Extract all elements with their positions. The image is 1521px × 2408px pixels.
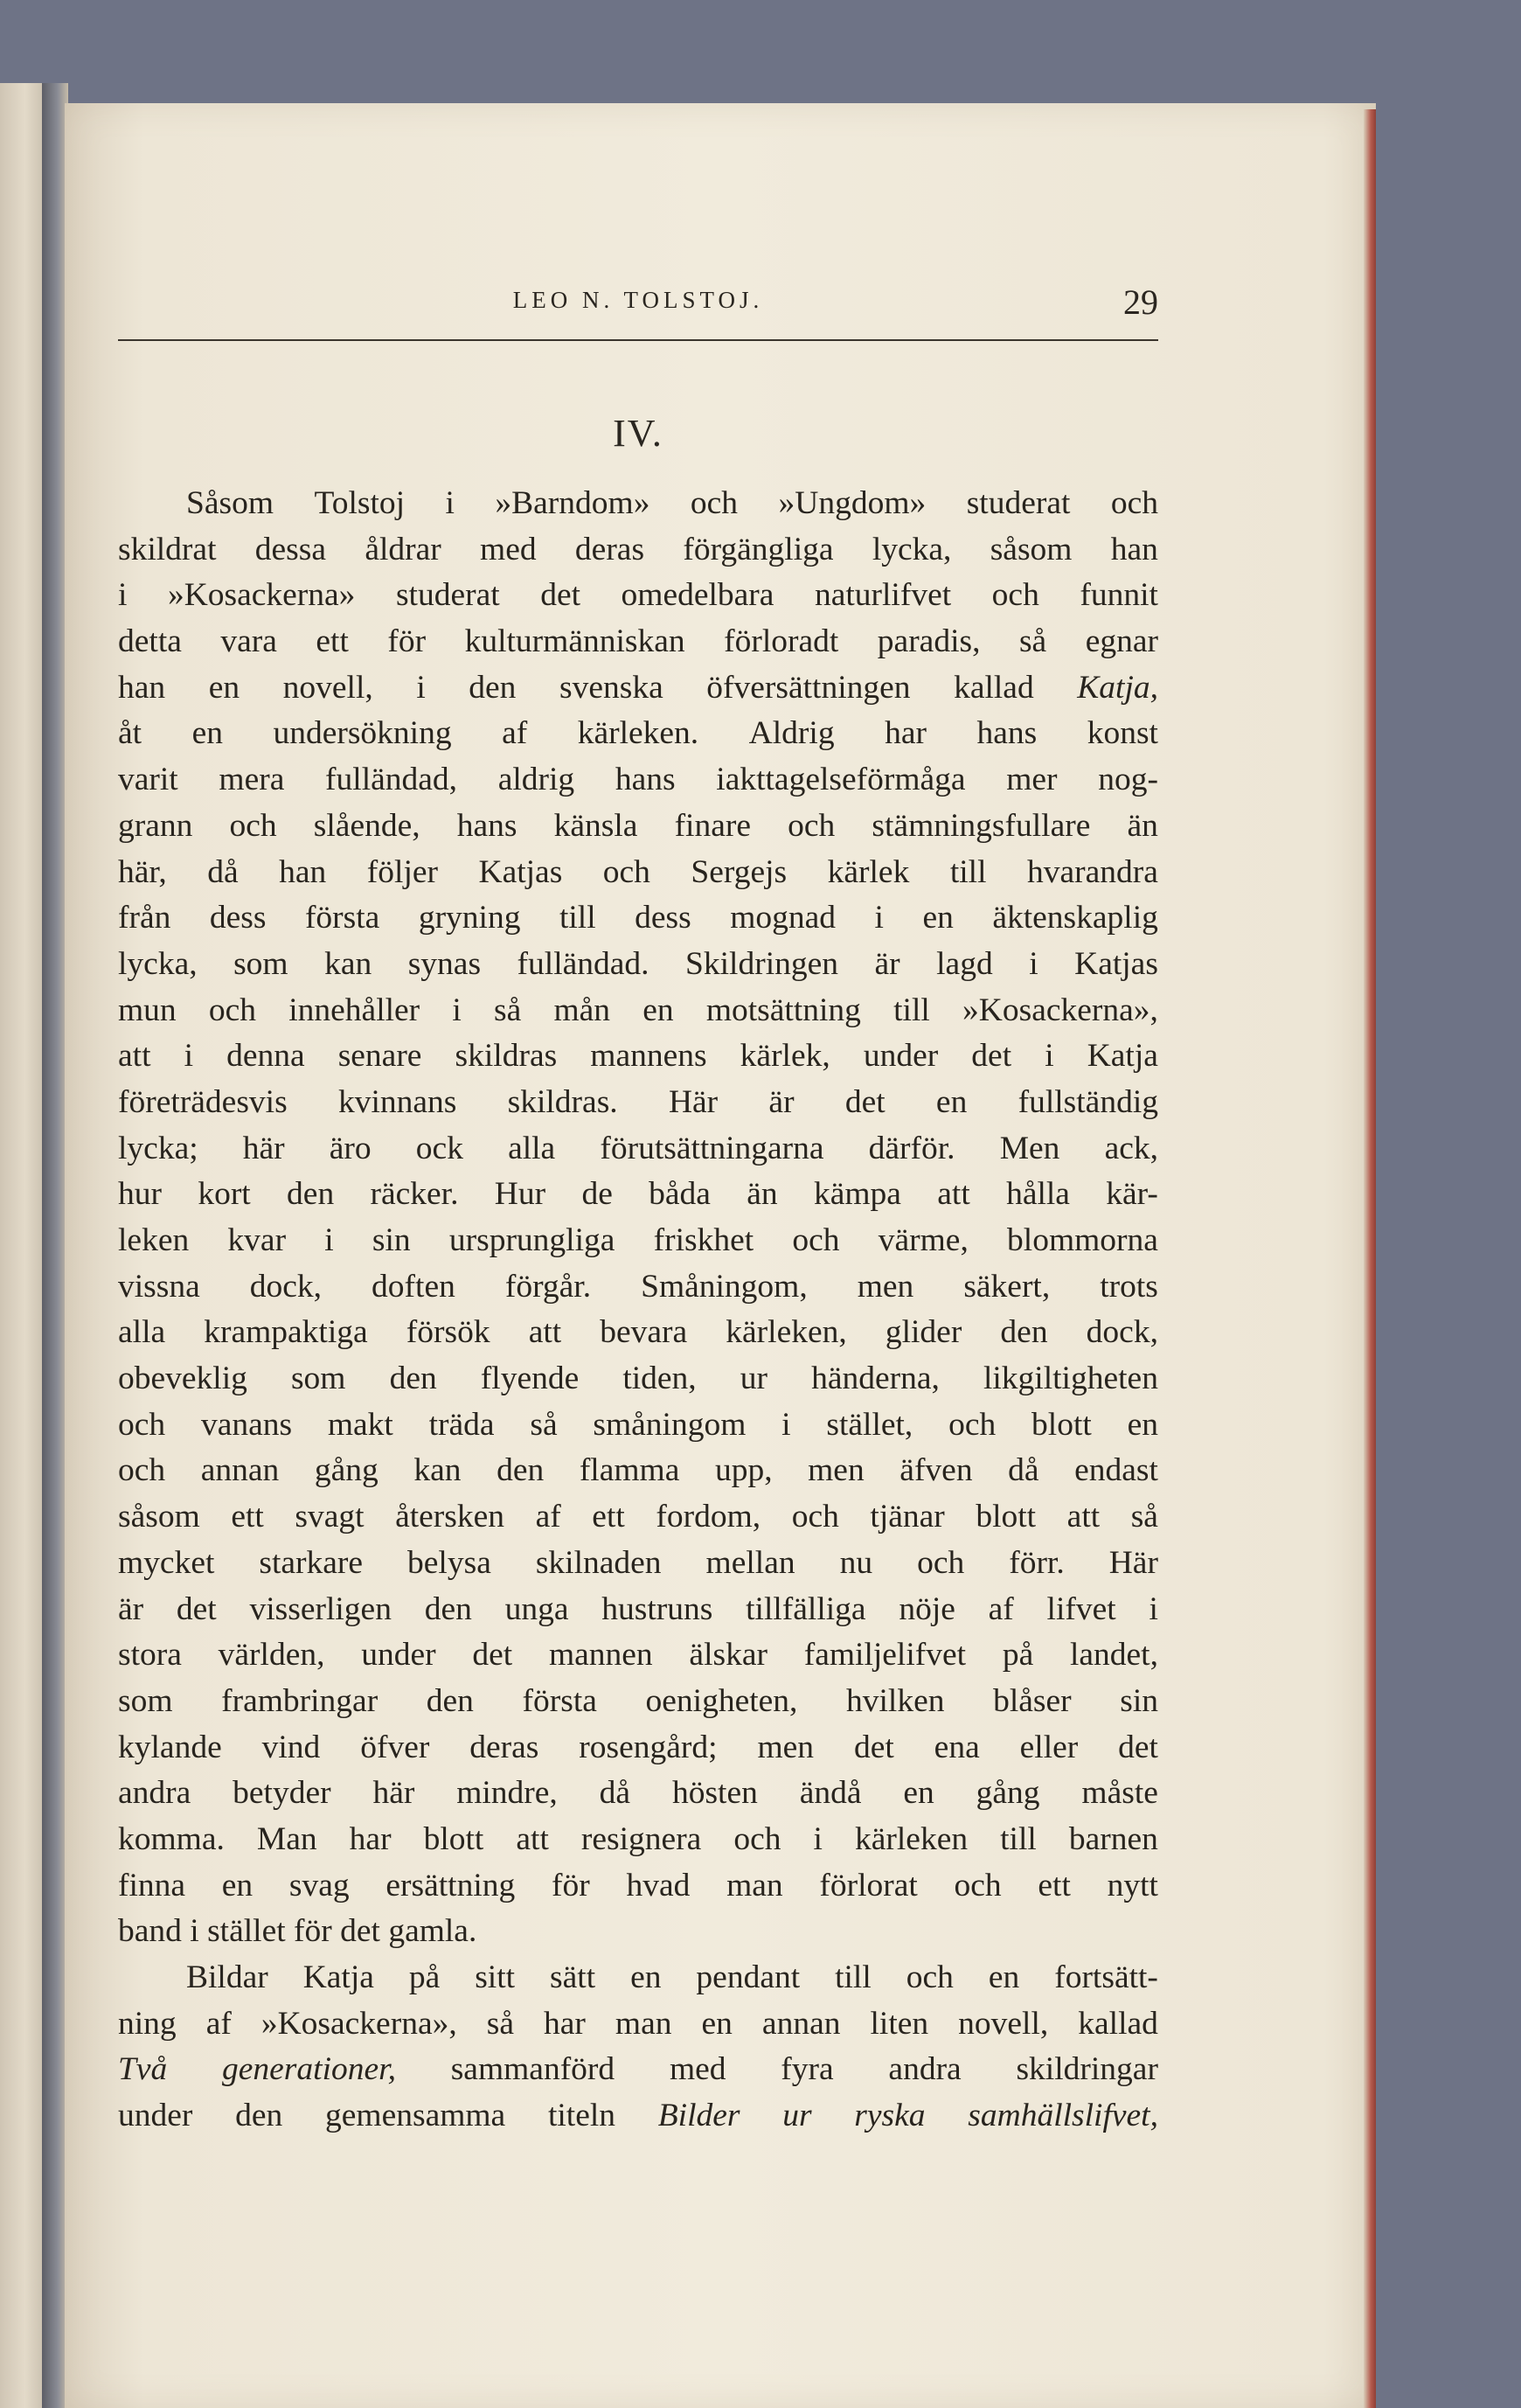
text-line: skildrat dessa åldrar med deras förgängliga lycka, såsom han [118, 531, 1158, 567]
text-line: finna en svag ersättning för hvad man förlorat och ett nytt [118, 1867, 1158, 1903]
text-line: ning af »Kosackerna», så har man en annan liten novell, kallad [118, 2005, 1158, 2042]
text-line: lycka, som kan synas fulländad. Skildringen är lagd i Katjas [118, 945, 1158, 982]
running-head: LEO N. TOLSTOJ. [512, 287, 764, 313]
text-line: såsom ett svagt återsken af ett fordom, och tjänar blott att så [118, 1499, 1158, 1535]
text-line: stora världen, under det mannen älskar familjelifvet på landet, [118, 1637, 1158, 1674]
page-number: 29 [1123, 282, 1158, 322]
section-heading: IV. [613, 412, 663, 455]
text-line: under den gemensamma titeln Bilder ur ryska samhällslifvet, [118, 2098, 1158, 2134]
text-line: Två generationer, sammanförd med fyra andra skildringar [118, 2051, 1158, 2088]
text-line: band i stället för det gamla. [118, 1913, 477, 1950]
text-line: företrädesvis kvinnans skildras. Här är det en fullständig [118, 1083, 1158, 1120]
text-line: åt en undersökning af kärleken. Aldrig har hans konst [118, 715, 1158, 752]
text-line: i »Kosackerna» studerat det omedelbara naturlifvet och funnit [118, 577, 1158, 614]
text-line: alla krampaktiga försök att bevara kärleken, glider den dock, [118, 1314, 1158, 1351]
text-line: vissna dock, doften förgår. Småningom, men säkert, trots [118, 1268, 1158, 1305]
text-line: hur kort den räcker. Hur de båda än kämpa att hålla kär- [118, 1176, 1158, 1213]
header-rule [118, 339, 1158, 341]
text-line: från dess första gryning till dess mognad i en äktenskaplig [118, 900, 1158, 936]
text-line: varit mera fulländad, aldrig hans iakttagelseförmåga mer nog- [118, 762, 1158, 798]
text-line: mun och innehåller i så mån en motsättning till »Kosackerna», [118, 992, 1158, 1028]
text-line: andra betyder här mindre, då hösten ändå en gång måste [118, 1775, 1158, 1812]
text-line: Bildar Katja på sitt sätt en pendant till och en fortsätt- [186, 1959, 1158, 1995]
page-red-edge [1364, 109, 1376, 2408]
text-line: och annan gång kan den flamma upp, men äfven då endast [118, 1452, 1158, 1489]
text-line: komma. Man har blott att resignera och i kärleken till barnen [118, 1820, 1158, 1857]
text-line: detta vara ett för kulturmänniskan förloradt paradis, så egnar [118, 623, 1158, 660]
text-line: lycka; här äro ock alla förutsättningarna därför. Men ack, [118, 1130, 1158, 1166]
text-line: mycket starkare belysa skilnaden mellan nu och förr. Här [118, 1544, 1158, 1581]
text-line: leken kvar i sin ursprungliga friskhet och värme, blommorna [118, 1222, 1158, 1258]
text-line: han en novell, i den svenska öfversättningen kallad Katja, [118, 669, 1158, 706]
text-line: är det visserligen den unga hustruns tillfälliga nöje af lifvet i [118, 1590, 1158, 1627]
text-line: Såsom Tolstoj i »Barndom» och »Ungdom» studerat och [186, 485, 1158, 521]
page-header [118, 282, 1158, 331]
text-line: kylande vind öfver deras rosengård; men det ena eller det [118, 1729, 1158, 1765]
text-line: och vanans makt träda så småningom i stället, och blott en [118, 1406, 1158, 1443]
text-line: här, då han följer Katjas och Sergejs kärlek till hvarandra [118, 853, 1158, 890]
body-text [118, 481, 1158, 2140]
text-line: obeveklig som den flyende tiden, ur händerna, likgiltigheten [118, 1361, 1158, 1397]
text-line: som frambringar den första oenigheten, hvilken blåser sin [118, 1682, 1158, 1719]
text-line: att i denna senare skildras mannens kärlek, under det i Katja [118, 1038, 1158, 1075]
text-line: grann och slående, hans känsla finare och stämningsfullare än [118, 807, 1158, 844]
facing-page-edge [0, 83, 45, 2408]
